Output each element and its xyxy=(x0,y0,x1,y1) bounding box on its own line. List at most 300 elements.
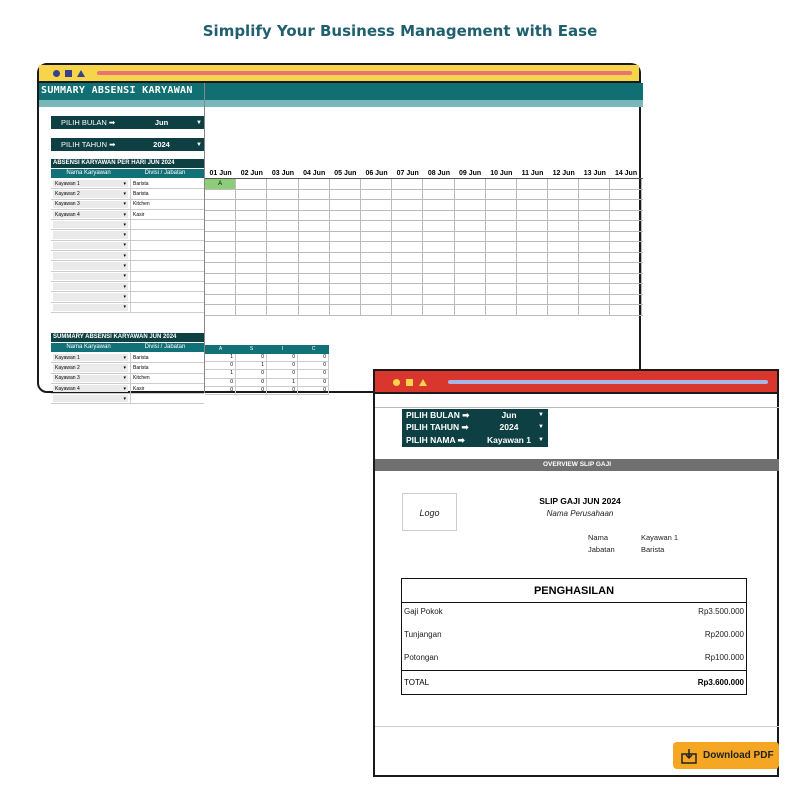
attendance-cell[interactable] xyxy=(392,179,423,189)
income-row-label: Tunjangan xyxy=(404,630,442,639)
attendance-cell[interactable] xyxy=(236,274,267,284)
attendance-cell[interactable] xyxy=(455,242,486,252)
attendance-cell[interactable] xyxy=(330,274,361,284)
attendance-cell[interactable] xyxy=(267,211,298,221)
company-name: Nama Perusahaan xyxy=(546,509,614,518)
attendance-cell[interactable] xyxy=(423,305,454,315)
summary-cell: 1 xyxy=(205,354,236,361)
chevron-down-icon[interactable]: ▾ xyxy=(123,283,126,290)
chevron-down-icon[interactable]: ▾ xyxy=(123,190,126,197)
employee-name-select[interactable] xyxy=(53,262,128,269)
attendance-cell[interactable] xyxy=(486,221,517,231)
chevron-down-icon[interactable]: ▼ xyxy=(538,412,544,418)
attendance-cell[interactable] xyxy=(579,305,610,315)
employee-name-select[interactable] xyxy=(53,201,128,208)
attendance-cell[interactable] xyxy=(267,242,298,252)
attendance-cell[interactable] xyxy=(236,211,267,221)
attendance-cell[interactable] xyxy=(330,221,361,231)
summary-cell: 0 xyxy=(236,379,267,386)
chevron-down-icon[interactable]: ▾ xyxy=(123,232,126,239)
employee-name: Kayawan 3 xyxy=(55,201,80,208)
attendance-sheet xyxy=(39,83,643,402)
employee-division: Barista xyxy=(130,179,204,188)
attendance-cell[interactable] xyxy=(299,221,330,231)
date-header: 04 Jun xyxy=(303,170,326,177)
attendance-cell[interactable] xyxy=(267,179,298,189)
attendance-cell[interactable] xyxy=(423,284,454,294)
attendance-cell[interactable] xyxy=(361,295,392,305)
attendance-cell[interactable] xyxy=(392,190,423,200)
income-row xyxy=(404,653,744,662)
attendance-cell[interactable] xyxy=(361,263,392,273)
daily-column-header xyxy=(51,169,204,178)
employee-name-select[interactable] xyxy=(53,283,128,290)
attendance-cell[interactable] xyxy=(267,190,298,200)
employee-row xyxy=(51,282,204,292)
chevron-down-icon[interactable]: ▼ xyxy=(196,119,202,126)
attendance-cell[interactable] xyxy=(361,253,392,263)
summary-row xyxy=(205,387,329,395)
attendance-cell[interactable] xyxy=(205,274,236,284)
attendance-cell[interactable] xyxy=(610,179,641,189)
employee-name-select[interactable] xyxy=(53,375,128,382)
attendance-cell[interactable] xyxy=(548,179,579,189)
address-bar[interactable] xyxy=(97,71,632,75)
attendance-cell[interactable] xyxy=(579,221,610,231)
attendance-cell[interactable] xyxy=(455,179,486,189)
attendance-cell[interactable] xyxy=(330,200,361,210)
window-triangle-icon[interactable] xyxy=(419,379,427,386)
income-table xyxy=(401,578,747,695)
attendance-cell[interactable] xyxy=(548,305,579,315)
attendance-cell[interactable] xyxy=(517,295,548,305)
divider xyxy=(375,407,779,408)
attendance-row xyxy=(205,274,643,285)
chevron-down-icon[interactable]: ▾ xyxy=(123,385,126,392)
attendance-cell[interactable] xyxy=(392,305,423,315)
chevron-down-icon[interactable]: ▾ xyxy=(123,273,126,280)
attendance-cell[interactable] xyxy=(392,232,423,242)
chevron-down-icon[interactable]: ▾ xyxy=(123,375,126,382)
attendance-cell[interactable] xyxy=(517,274,548,284)
attendance-cell[interactable] xyxy=(517,242,548,252)
employee-name-select[interactable] xyxy=(53,211,128,218)
attendance-cell[interactable] xyxy=(205,263,236,273)
attendance-cell[interactable] xyxy=(610,211,641,221)
download-pdf-button[interactable] xyxy=(673,742,779,769)
attendance-cell[interactable] xyxy=(423,211,454,221)
attendance-cell[interactable] xyxy=(423,221,454,231)
attendance-cell[interactable] xyxy=(236,190,267,200)
attendance-cell[interactable] xyxy=(517,232,548,242)
summary-cell: 0 xyxy=(205,387,236,394)
download-icon xyxy=(681,748,697,764)
chevron-down-icon[interactable]: ▾ xyxy=(123,221,126,228)
attendance-cell[interactable] xyxy=(517,190,548,200)
attendance-cell[interactable] xyxy=(267,253,298,263)
slip-pick-name-label: PILIH NAMA ➡ xyxy=(406,434,465,445)
pick-month-select[interactable] xyxy=(51,116,204,129)
attendance-cell[interactable] xyxy=(548,274,579,284)
attendance-cell[interactable] xyxy=(455,253,486,263)
attendance-cell[interactable] xyxy=(423,232,454,242)
address-bar[interactable] xyxy=(448,380,768,384)
attendance-cell[interactable] xyxy=(455,295,486,305)
employee-division: Kasir xyxy=(130,210,204,219)
employee-name: Kayawan 4 xyxy=(55,211,80,218)
summary-grid-body xyxy=(205,354,329,395)
income-total-row xyxy=(402,670,746,694)
employee-row xyxy=(51,292,204,302)
chevron-down-icon[interactable]: ▾ xyxy=(123,211,126,218)
chevron-down-icon[interactable]: ▼ xyxy=(196,141,202,148)
window-square-icon[interactable] xyxy=(406,379,413,386)
attendance-cell[interactable] xyxy=(330,190,361,200)
attendance-cell[interactable] xyxy=(299,274,330,284)
chevron-down-icon[interactable]: ▾ xyxy=(123,395,126,402)
attendance-cell[interactable] xyxy=(423,200,454,210)
chevron-down-icon[interactable]: ▾ xyxy=(123,252,126,259)
attendance-cell[interactable] xyxy=(236,200,267,210)
employee-division: Barista xyxy=(130,353,204,362)
attendance-cell[interactable] xyxy=(205,190,236,200)
attendance-cell[interactable] xyxy=(579,190,610,200)
chevron-down-icon[interactable]: ▾ xyxy=(123,364,126,371)
attendance-cell[interactable] xyxy=(486,232,517,242)
attendance-cell[interactable] xyxy=(579,295,610,305)
employee-name-select[interactable] xyxy=(53,273,128,280)
attendance-cell[interactable] xyxy=(330,232,361,242)
attendance-cell[interactable] xyxy=(267,284,298,294)
attendance-cell[interactable] xyxy=(267,221,298,231)
income-row xyxy=(404,630,744,639)
attendance-cell[interactable] xyxy=(205,221,236,231)
attendance-cell[interactable] xyxy=(330,284,361,294)
employee-name-select[interactable] xyxy=(53,304,128,311)
attendance-cell[interactable] xyxy=(548,200,579,210)
pick-year-select[interactable] xyxy=(51,138,204,151)
date-header: 02 Jun xyxy=(240,170,263,177)
chevron-down-icon[interactable]: ▾ xyxy=(123,354,126,361)
employee-name-select[interactable] xyxy=(53,293,128,300)
attendance-cell[interactable] xyxy=(392,242,423,252)
chevron-down-icon[interactable]: ▾ xyxy=(123,180,126,187)
chevron-down-icon[interactable]: ▾ xyxy=(123,201,126,208)
attendance-cell[interactable] xyxy=(548,232,579,242)
date-header: 11 Jun xyxy=(521,170,544,177)
attendance-cell[interactable] xyxy=(361,274,392,284)
chevron-down-icon[interactable]: ▾ xyxy=(123,293,126,300)
employee-name-select[interactable] xyxy=(53,242,128,249)
attendance-cell[interactable] xyxy=(517,179,548,189)
attendance-cell[interactable] xyxy=(330,242,361,252)
attendance-cell[interactable] xyxy=(299,200,330,210)
employee-division xyxy=(130,220,204,229)
attendance-cell[interactable] xyxy=(455,305,486,315)
attendance-cell[interactable] xyxy=(517,200,548,210)
slip-pick-year-value: 2024 xyxy=(499,422,519,432)
employee-name-select[interactable] xyxy=(53,221,128,228)
attendance-cell[interactable] xyxy=(548,295,579,305)
attendance-cell[interactable] xyxy=(205,200,236,210)
col-name-header: Nama Karyawan xyxy=(66,170,111,176)
attendance-cell[interactable] xyxy=(610,190,641,200)
attendance-cell[interactable] xyxy=(517,305,548,315)
attendance-cell[interactable] xyxy=(236,284,267,294)
attendance-cell[interactable] xyxy=(299,190,330,200)
attendance-cell[interactable] xyxy=(299,232,330,242)
attendance-cell[interactable] xyxy=(610,232,641,242)
attendance-cell[interactable] xyxy=(267,295,298,305)
attendance-cell[interactable] xyxy=(517,284,548,294)
attendance-cell[interactable] xyxy=(517,263,548,273)
attendance-cell[interactable] xyxy=(361,232,392,242)
attendance-cell[interactable] xyxy=(205,211,236,221)
chevron-down-icon[interactable]: ▼ xyxy=(538,437,544,443)
pick-month-label: PILIH BULAN ➡ xyxy=(61,118,116,127)
attendance-cell[interactable] xyxy=(267,263,298,273)
employee-row xyxy=(51,230,204,240)
attendance-cell[interactable] xyxy=(486,284,517,294)
attendance-cell[interactable] xyxy=(299,253,330,263)
attendance-cell[interactable] xyxy=(361,190,392,200)
attendance-cell[interactable] xyxy=(455,190,486,200)
attendance-cell[interactable] xyxy=(361,284,392,294)
attendance-cell[interactable] xyxy=(579,263,610,273)
window-titlebar xyxy=(39,65,639,83)
employee-name-select[interactable] xyxy=(53,231,128,238)
slip-pick-year-select[interactable] xyxy=(402,421,548,433)
attendance-cell[interactable] xyxy=(455,274,486,284)
employee-name-select[interactable] xyxy=(53,354,128,361)
attendance-cell[interactable] xyxy=(299,295,330,305)
attendance-cell[interactable] xyxy=(610,263,641,273)
attendance-cell[interactable] xyxy=(486,179,517,189)
attendance-cell[interactable] xyxy=(610,284,641,294)
attendance-cell[interactable] xyxy=(486,305,517,315)
attendance-cell[interactable] xyxy=(267,274,298,284)
slip-pick-month-label: PILIH BULAN ➡ xyxy=(406,409,470,420)
attendance-cell[interactable] xyxy=(299,242,330,252)
attendance-cell[interactable] xyxy=(330,179,361,189)
income-row-label: Gaji Pokok xyxy=(404,607,443,616)
attendance-cell[interactable] xyxy=(392,211,423,221)
attendance-cell[interactable] xyxy=(548,190,579,200)
attendance-cell[interactable] xyxy=(392,221,423,231)
chevron-down-icon[interactable]: ▾ xyxy=(123,304,126,311)
attendance-cell[interactable] xyxy=(486,200,517,210)
name-value: Kayawan 1 xyxy=(641,533,679,542)
attendance-cell[interactable] xyxy=(205,253,236,263)
attendance-cell[interactable] xyxy=(299,305,330,315)
summary-row xyxy=(205,379,329,387)
attendance-cell[interactable] xyxy=(610,253,641,263)
attendance-cell[interactable] xyxy=(361,242,392,252)
attendance-cell[interactable] xyxy=(299,179,330,189)
attendance-cell[interactable] xyxy=(455,232,486,242)
attendance-cell[interactable] xyxy=(517,221,548,231)
attendance-cell[interactable] xyxy=(423,242,454,252)
attendance-cell[interactable]: A xyxy=(205,179,236,189)
attendance-cell[interactable] xyxy=(392,253,423,263)
attendance-cell[interactable] xyxy=(361,221,392,231)
attendance-cell[interactable] xyxy=(423,253,454,263)
attendance-cell[interactable] xyxy=(236,253,267,263)
employee-division xyxy=(130,272,204,281)
attendance-cell[interactable] xyxy=(548,221,579,231)
employee-division xyxy=(130,282,204,291)
attendance-cell[interactable] xyxy=(205,232,236,242)
attendance-cell[interactable] xyxy=(579,284,610,294)
summary-section-title: SUMMARY ABSENSI KARYAWAN JUN 2024 xyxy=(51,333,204,342)
attendance-cell[interactable] xyxy=(548,242,579,252)
employee-name-select[interactable] xyxy=(53,252,128,259)
attendance-cell[interactable] xyxy=(548,263,579,273)
date-header: 01 Jun xyxy=(209,170,232,177)
attendance-cell[interactable] xyxy=(392,284,423,294)
attendance-cell[interactable] xyxy=(267,305,298,315)
pick-year-label: PILIH TAHUN ➡ xyxy=(61,140,116,149)
attendance-cell[interactable] xyxy=(610,305,641,315)
attendance-cell[interactable] xyxy=(361,211,392,221)
window-square-icon[interactable] xyxy=(65,70,72,77)
attendance-cell[interactable] xyxy=(236,232,267,242)
window-circle-icon[interactable] xyxy=(393,379,400,386)
summary-employee-list xyxy=(51,353,204,404)
attendance-cell[interactable] xyxy=(330,295,361,305)
attendance-cell[interactable] xyxy=(236,179,267,189)
employee-name-select[interactable] xyxy=(53,395,128,402)
attendance-cell[interactable] xyxy=(423,295,454,305)
attendance-cell[interactable] xyxy=(548,284,579,294)
position-label: Jabatan xyxy=(588,545,615,554)
employee-division: Barista xyxy=(130,363,204,372)
attendance-cell[interactable] xyxy=(610,274,641,284)
attendance-cell[interactable] xyxy=(486,263,517,273)
attendance-cell[interactable] xyxy=(330,305,361,315)
slip-pick-month-select[interactable] xyxy=(402,409,548,421)
attendance-cell[interactable] xyxy=(579,232,610,242)
attendance-cell[interactable] xyxy=(236,221,267,231)
chevron-down-icon[interactable]: ▾ xyxy=(123,263,126,270)
chevron-down-icon[interactable]: ▼ xyxy=(538,424,544,430)
attendance-row xyxy=(205,305,643,316)
attendance-cell[interactable] xyxy=(205,295,236,305)
employee-name-select[interactable] xyxy=(53,364,128,371)
attendance-cell[interactable] xyxy=(486,211,517,221)
summary-grid xyxy=(205,345,329,395)
summary-cell: 0 xyxy=(205,362,236,369)
divider xyxy=(375,726,779,727)
window-circle-icon[interactable] xyxy=(53,70,60,77)
attendance-cell[interactable] xyxy=(423,179,454,189)
attendance-cell[interactable] xyxy=(486,242,517,252)
attendance-cell[interactable] xyxy=(205,305,236,315)
attendance-cell[interactable] xyxy=(299,284,330,294)
attendance-cell[interactable] xyxy=(579,179,610,189)
attendance-cell[interactable] xyxy=(610,200,641,210)
attendance-cell[interactable] xyxy=(548,211,579,221)
summary-cell: 1 xyxy=(236,362,267,369)
attendance-cell[interactable] xyxy=(517,253,548,263)
attendance-cell[interactable] xyxy=(205,284,236,294)
date-header: 03 Jun xyxy=(271,170,295,177)
attendance-cell[interactable] xyxy=(486,253,517,263)
attendance-cell[interactable] xyxy=(361,305,392,315)
summary-cell: 1 xyxy=(205,370,236,377)
attendance-cell[interactable] xyxy=(423,274,454,284)
income-row xyxy=(404,607,744,616)
attendance-cell[interactable] xyxy=(455,211,486,221)
attendance-cell[interactable] xyxy=(548,253,579,263)
attendance-cell[interactable] xyxy=(579,242,610,252)
attendance-cell[interactable] xyxy=(579,274,610,284)
attendance-cell[interactable] xyxy=(579,200,610,210)
attendance-cell[interactable] xyxy=(579,211,610,221)
attendance-cell[interactable] xyxy=(423,190,454,200)
window-triangle-icon[interactable] xyxy=(77,70,85,77)
date-header: 09 Jun xyxy=(459,170,482,177)
attendance-cell[interactable] xyxy=(361,179,392,189)
attendance-cell[interactable] xyxy=(455,284,486,294)
attendance-cell[interactable] xyxy=(392,263,423,273)
summary-column-header xyxy=(51,343,204,352)
attendance-cell[interactable] xyxy=(330,211,361,221)
attendance-cell[interactable] xyxy=(205,242,236,252)
attendance-cell[interactable] xyxy=(486,295,517,305)
attendance-cell[interactable] xyxy=(455,200,486,210)
income-row-value: Rp100.000 xyxy=(704,653,744,662)
attendance-cell[interactable] xyxy=(236,263,267,273)
attendance-cell[interactable] xyxy=(236,305,267,315)
attendance-cell[interactable] xyxy=(392,295,423,305)
slip-pick-name-select[interactable] xyxy=(402,433,548,447)
total-label: TOTAL xyxy=(404,678,430,687)
attendance-cell[interactable] xyxy=(610,242,641,252)
attendance-cell[interactable] xyxy=(236,242,267,252)
attendance-cell[interactable] xyxy=(361,200,392,210)
attendance-cell[interactable] xyxy=(517,211,548,221)
slip-title: SLIP GAJI JUN 2024 xyxy=(539,496,621,506)
attendance-cell[interactable] xyxy=(455,263,486,273)
employee-division xyxy=(130,303,204,312)
summary-col-name-header: Nama Karyawan xyxy=(66,344,111,350)
employee-name-select[interactable] xyxy=(53,180,128,187)
attendance-cell[interactable] xyxy=(423,263,454,273)
attendance-cell[interactable] xyxy=(236,295,267,305)
attendance-cell[interactable] xyxy=(455,221,486,231)
attendance-cell[interactable] xyxy=(267,232,298,242)
attendance-cell[interactable] xyxy=(579,253,610,263)
attendance-cell[interactable] xyxy=(299,263,330,273)
attendance-cell[interactable] xyxy=(486,274,517,284)
col-division-header: Divisi / Jabatan xyxy=(144,170,186,176)
attendance-cell[interactable] xyxy=(486,190,517,200)
attendance-cell[interactable] xyxy=(299,211,330,221)
attendance-cell[interactable] xyxy=(392,200,423,210)
attendance-cell[interactable] xyxy=(392,274,423,284)
date-header: 10 Jun xyxy=(490,170,513,177)
attendance-cell[interactable] xyxy=(330,253,361,263)
attendance-cell[interactable] xyxy=(610,295,641,305)
employee-name-select[interactable] xyxy=(53,190,128,197)
attendance-cell[interactable] xyxy=(330,263,361,273)
chevron-down-icon[interactable]: ▾ xyxy=(123,242,126,249)
attendance-cell[interactable] xyxy=(610,221,641,231)
attendance-cell[interactable] xyxy=(267,200,298,210)
attendance-row xyxy=(205,179,643,190)
employee-name-select[interactable] xyxy=(53,385,128,392)
